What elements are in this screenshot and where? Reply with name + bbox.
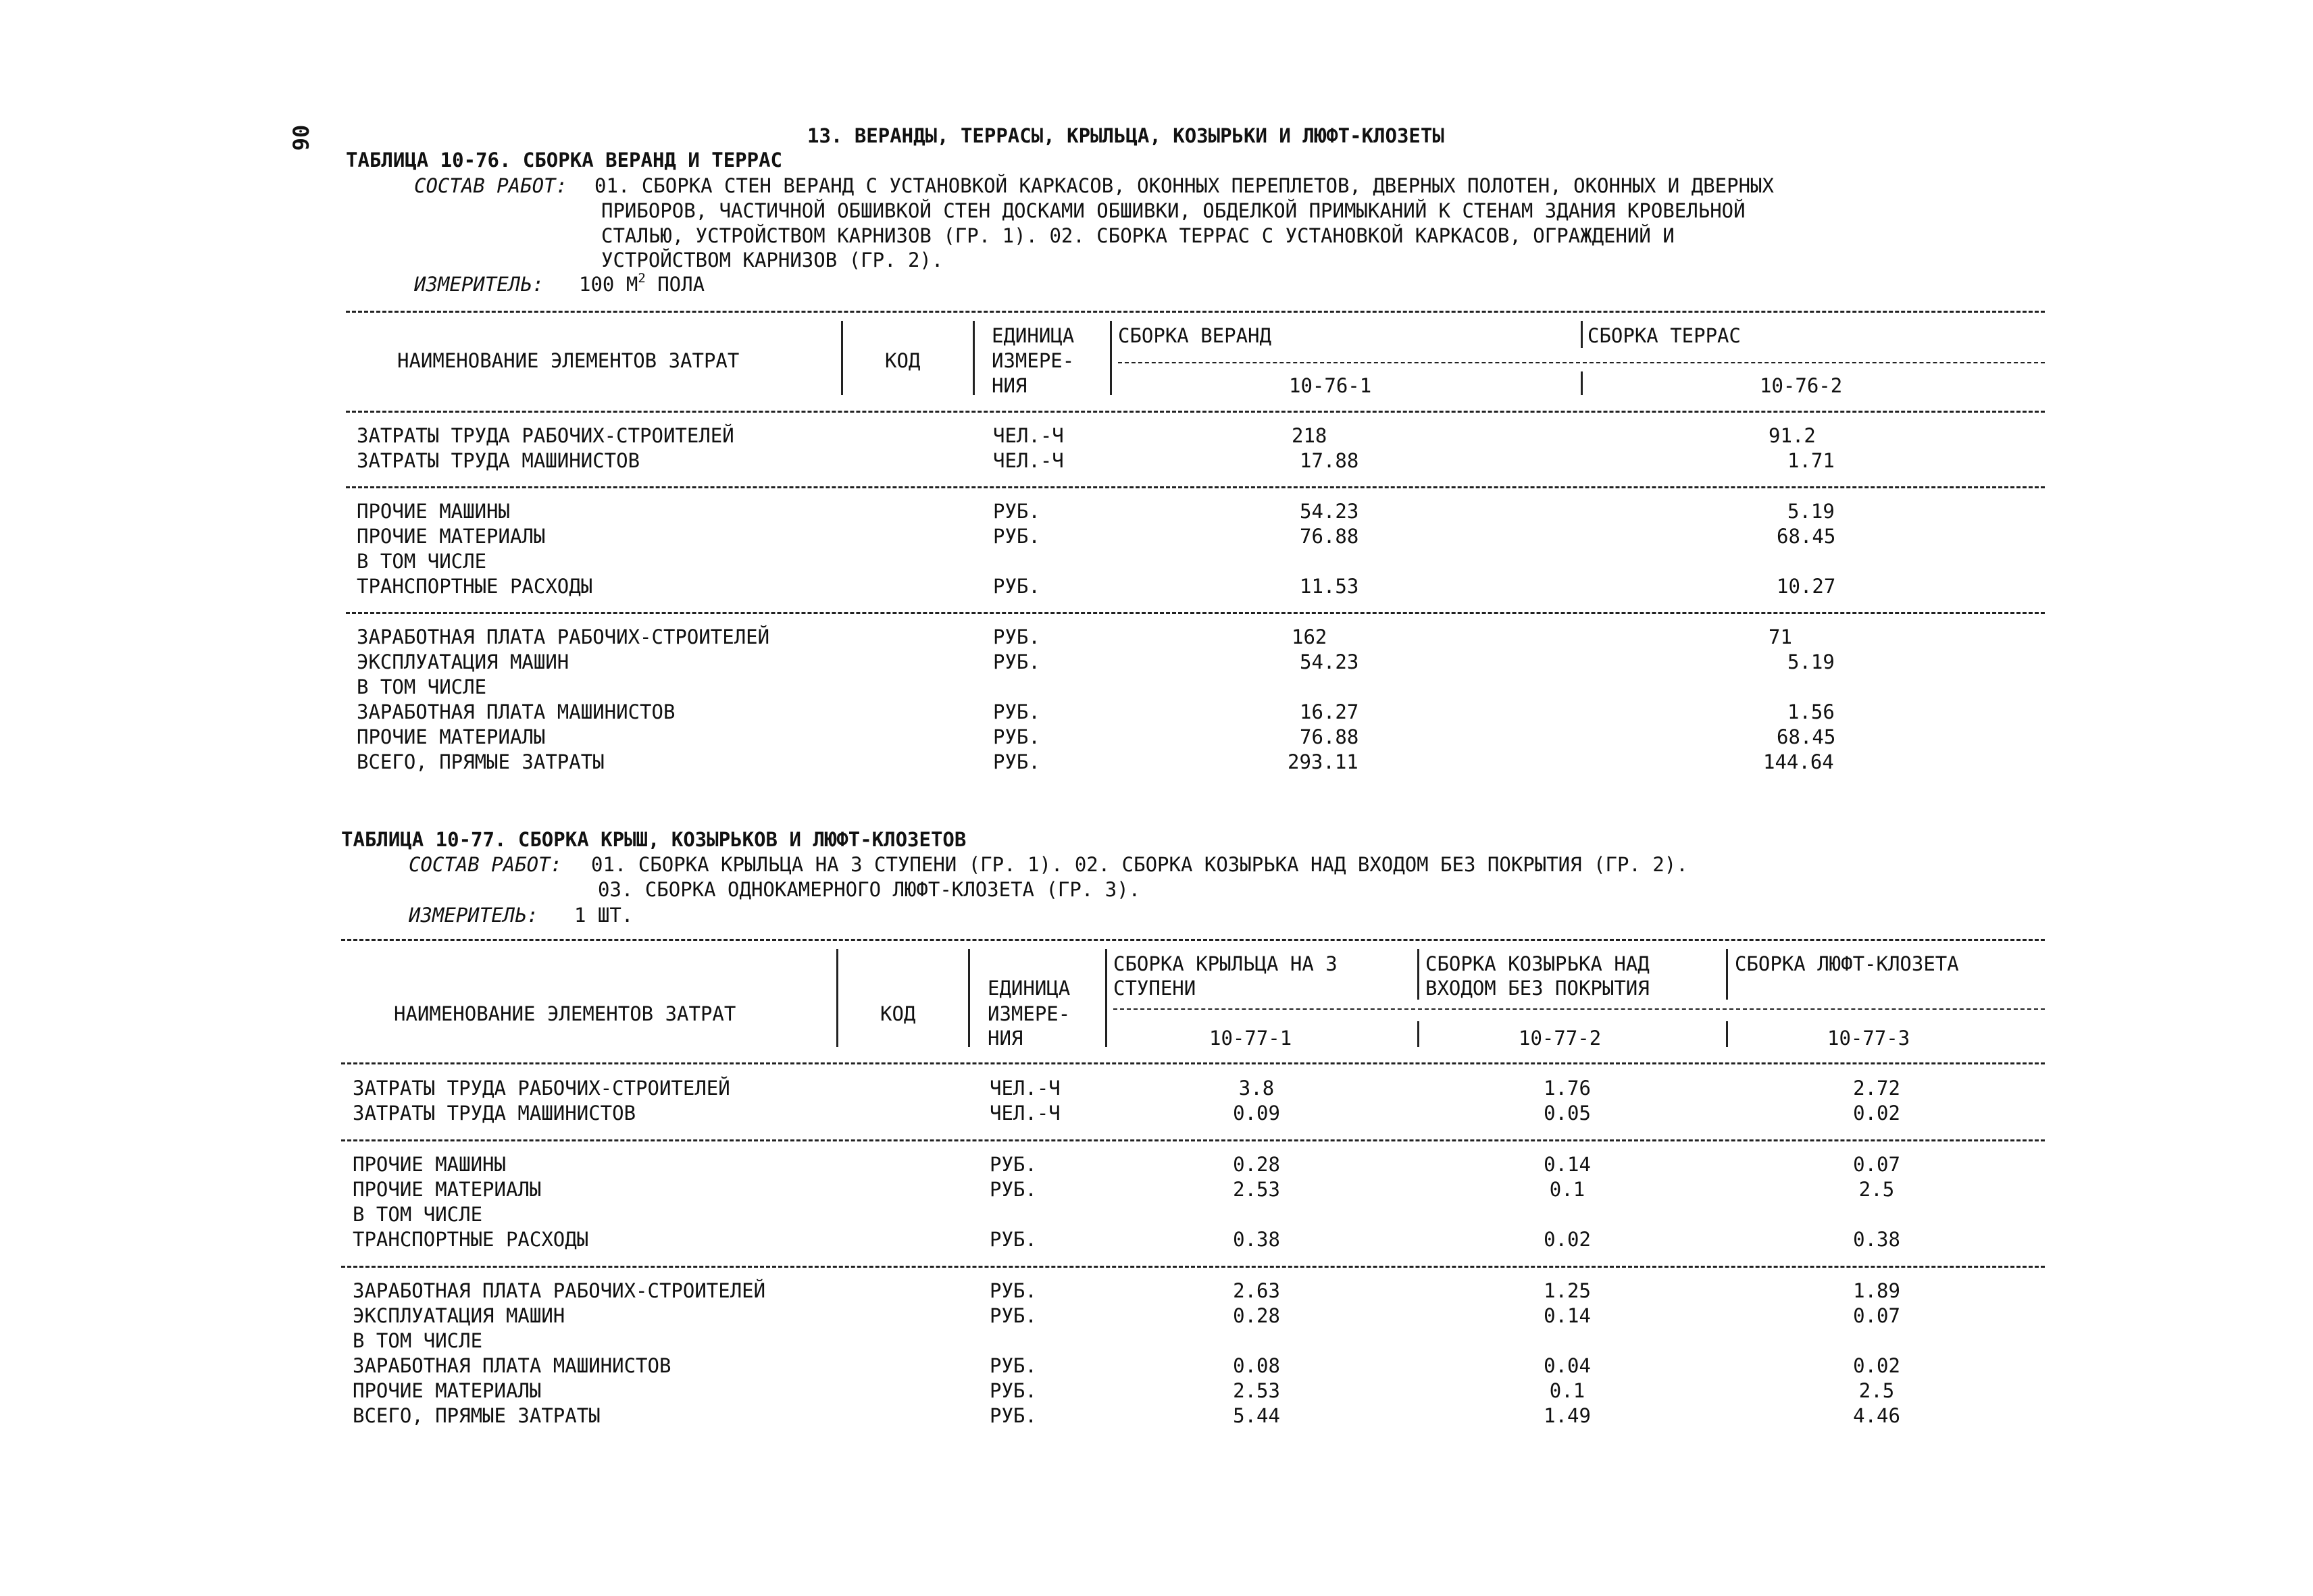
table-row-label: ТРАНСПОРТНЫЕ РАСХОДЫ (357, 575, 593, 598)
table-row-value: 0.38 (1233, 1228, 1280, 1251)
table-row-label: ПРОЧИЕ МАТЕРИАЛЫ (353, 1379, 542, 1402)
rule (341, 1266, 2045, 1268)
table-row-label: ТРАНСПОРТНЫЕ РАСХОДЫ (353, 1228, 589, 1251)
table-row-value: 144.64 (1763, 750, 1834, 773)
header-col2-code: 10-76-2 (1760, 374, 1843, 397)
table-row-value: 0.08 (1233, 1354, 1280, 1377)
table-row-label: ПРОЧИЕ МАТЕРИАЛЫ (357, 725, 546, 748)
table-row-value: 2.72 (1853, 1077, 1900, 1100)
table-row-label: ПРОЧИЕ МАТЕРИАЛЫ (353, 1178, 542, 1201)
table1-composition-line: ПРИБОРОВ, ЧАСТИЧНОЙ ОБШИВКОЙ СТЕН ДОСКАМИ ОБШИВКИ, ОБДЕЛКОЙ ПРИМЫКАНИЙ К СТЕНАМ ЗДАНИЯ КРОВЕЛЬНОЙ (601, 199, 1746, 222)
table2-measure-label: ИЗМЕРИТЕЛЬ: (409, 904, 539, 927)
table-row-value: 0.07 (1853, 1153, 1900, 1176)
table-row-value: 0.14 (1544, 1153, 1591, 1176)
table-row-label: В ТОМ ЧИСЛЕ (353, 1329, 483, 1352)
table-row-value: 1.25 (1544, 1279, 1591, 1302)
table-row-unit: ЧЕЛ.-Ч (993, 449, 1064, 472)
table-row-label: ВСЕГО, ПРЯМЫЕ ЗАТРАТЫ (353, 1404, 601, 1427)
table-row-value: 2.5 (1858, 1178, 1895, 1201)
table-row-label: ЗАТРАТЫ ТРУДА МАШИНИСТОВ (357, 449, 640, 472)
page-number: 06 (287, 124, 313, 151)
table-row-value: 71 (1769, 625, 1792, 648)
table-row-value: 0.38 (1853, 1228, 1900, 1251)
table-row-value: 2.63 (1233, 1279, 1280, 1302)
table-row-value: 76.88 (1300, 525, 1359, 548)
table-row-unit: РУБ. (990, 1354, 1037, 1377)
table-row-label: ЗАТРАТЫ ТРУДА МАШИНИСТОВ (353, 1102, 636, 1125)
col-separator (1581, 321, 1583, 348)
rule (346, 411, 2045, 413)
table-row-unit: ЧЕЛ.-Ч (990, 1102, 1061, 1125)
col-separator (1726, 1021, 1728, 1047)
header-col1-code: 10-76-1 (1289, 374, 1372, 397)
table-row-value: 0.05 (1544, 1102, 1591, 1125)
col-separator (973, 321, 975, 395)
table-row-label: ЗАРАБОТНАЯ ПЛАТА РАБОЧИХ-СТРОИТЕЛЕЙ (357, 625, 770, 648)
table2-composition-label: СОСТАВ РАБОТ: (409, 853, 562, 876)
table1-measure: 100 $М^2$ ПОЛА (579, 271, 705, 296)
rule (341, 1062, 2045, 1064)
table-row-value: 1.71 (1787, 449, 1835, 472)
table-row-value: 1.49 (1544, 1404, 1591, 1427)
table-row-value: 162 (1292, 625, 1327, 648)
col-separator (968, 949, 970, 1047)
table-row-value: 5.19 (1787, 650, 1835, 673)
table-row-unit: РУБ. (990, 1404, 1037, 1427)
header-unit: НИЯ (988, 1027, 1023, 1050)
table-row-value: 0.09 (1233, 1102, 1280, 1125)
table-row-unit: РУБ. (990, 1178, 1037, 1201)
table-row-label: ЗАТРАТЫ ТРУДА РАБОЧИХ-СТРОИТЕЛЕЙ (353, 1077, 730, 1100)
table-row-unit: РУБ. (993, 725, 1040, 748)
table-row-value: 17.88 (1300, 449, 1359, 472)
rule (346, 486, 2045, 488)
header-col3: СБОРКА ЛЮФТ-КЛОЗЕТА (1735, 952, 1959, 975)
table-row-label: ЭКСПЛУАТАЦИЯ МАШИН (357, 650, 569, 673)
header-name: НАИМЕНОВАНИЕ ЭЛЕМЕНТОВ ЗАТРАТ (397, 349, 740, 372)
col-separator (1417, 1021, 1419, 1047)
table-row-unit: РУБ. (993, 650, 1040, 673)
rule (1118, 362, 2045, 363)
table-row-unit: ЧЕЛ.-Ч (993, 424, 1064, 447)
table-row-value: 0.02 (1853, 1354, 1900, 1377)
table-row-value: 68.45 (1777, 525, 1836, 548)
header-col3-code: 10-77-3 (1827, 1027, 1910, 1050)
header-unit: ЕДИНИЦА (992, 324, 1075, 347)
header-col2: ВХОДОМ БЕЗ ПОКРЫТИЯ (1425, 977, 1650, 1000)
table-row-value: 5.44 (1233, 1404, 1280, 1427)
rule (346, 311, 2045, 313)
col-separator (841, 321, 843, 395)
table1-title: ТАБЛИЦА 10-76. СБОРКА ВЕРАНД И ТЕРРАС (346, 149, 783, 172)
table-row-unit: РУБ. (990, 1379, 1037, 1402)
table-row-value: 293.11 (1288, 750, 1358, 773)
rule (341, 1139, 2045, 1141)
header-unit: ИЗМЕРЕ- (992, 349, 1075, 372)
table-row-label: ПРОЧИЕ МАШИНЫ (353, 1153, 506, 1176)
table-row-value: 5.19 (1787, 500, 1835, 523)
table-row-value: 2.53 (1233, 1379, 1280, 1402)
header-code: КОД (880, 1002, 916, 1025)
table1-composition-line: 01. СБОРКА СТЕН ВЕРАНД С УСТАНОВКОЙ КАРКАСОВ, ОКОННЫХ ПЕРЕПЛЕТОВ, ДВЕРНЫХ ПОЛОТЕН, ОКОННЫХ И ДВЕРНЫХ (594, 174, 1774, 197)
table-row-value: 0.04 (1544, 1354, 1591, 1377)
col-separator (1726, 949, 1728, 1000)
table-row-unit: РУБ. (990, 1304, 1037, 1327)
table-row-value: 54.23 (1300, 500, 1359, 523)
header-col1: СТУПЕНИ (1113, 977, 1196, 1000)
table-row-value: 10.27 (1777, 575, 1836, 598)
table-row-value: 0.02 (1544, 1228, 1591, 1251)
table-row-value: 0.14 (1544, 1304, 1591, 1327)
header-name: НАИМЕНОВАНИЕ ЭЛЕМЕНТОВ ЗАТРАТ (394, 1002, 736, 1025)
table-row-label: В ТОМ ЧИСЛЕ (357, 675, 487, 698)
table-row-value: 54.23 (1300, 650, 1359, 673)
table-row-value: 4.46 (1853, 1404, 1900, 1427)
header-code: КОД (885, 349, 921, 372)
rule (341, 939, 2045, 941)
table-row-value: 0.28 (1233, 1304, 1280, 1327)
table2-composition-line: 03. СБОРКА ОДНОКАМЕРНОГО ЛЮФТ-КЛОЗЕТА (ГР. 3). (598, 878, 1141, 901)
table-row-label: В ТОМ ЧИСЛЕ (357, 550, 487, 573)
table-row-value: 1.76 (1544, 1077, 1591, 1100)
table-row-label: ЗАРАБОТНАЯ ПЛАТА МАШИНИСТОВ (357, 700, 676, 723)
table-row-value: 0.02 (1853, 1102, 1900, 1125)
header-col1-code: 10-77-1 (1209, 1027, 1292, 1050)
col-separator (1105, 949, 1107, 1047)
table-row-value: 218 (1292, 424, 1327, 447)
table-row-value: 91.2 (1769, 424, 1816, 447)
table-row-value: 0.1 (1549, 1379, 1585, 1402)
table-row-value: 16.27 (1300, 700, 1359, 723)
table1-composition-line: УСТРОЙСТВОМ КАРНИЗОВ (ГР. 2). (601, 249, 944, 272)
table2-title: ТАБЛИЦА 10-77. СБОРКА КРЫШ, КОЗЫРЬКОВ И ЛЮФТ-КЛОЗЕТОВ (341, 828, 967, 851)
table-row-value: 11.53 (1300, 575, 1359, 598)
table-row-value: 2.53 (1233, 1178, 1280, 1201)
table-row-unit: РУБ. (993, 750, 1040, 773)
table1-measure-label: ИЗМЕРИТЕЛЬ: (414, 273, 544, 296)
header-col1: СБОРКА ВЕРАНД (1118, 324, 1271, 347)
rule (1113, 1008, 2045, 1010)
header-col1: СБОРКА КРЫЛЬЦА НА 3 (1113, 952, 1338, 975)
header-col2-code: 10-77-2 (1519, 1027, 1602, 1050)
table-row-unit: РУБ. (993, 500, 1040, 523)
col-separator (1581, 371, 1583, 395)
table-row-label: ПРОЧИЕ МАШИНЫ (357, 500, 510, 523)
table-row-label: ЗАРАБОТНАЯ ПЛАТА МАШИНИСТОВ (353, 1354, 671, 1377)
table-row-value: 0.1 (1549, 1178, 1585, 1201)
col-separator (1110, 321, 1112, 395)
table-row-label: ВСЕГО, ПРЯМЫЕ ЗАТРАТЫ (357, 750, 605, 773)
table-row-label: ЗАТРАТЫ ТРУДА РАБОЧИХ-СТРОИТЕЛЕЙ (357, 424, 734, 447)
table-row-value: 0.07 (1853, 1304, 1900, 1327)
table1-composition-line: СТАЛЬЮ, УСТРОЙСТВОМ КАРНИЗОВ (ГР. 1). 02. СБОРКА ТЕРРАС С УСТАНОВКОЙ КАРКАСОВ, ОГРАЖДЕНИЙ И (601, 224, 1675, 247)
rule (346, 612, 2045, 614)
table-row-value: 68.45 (1777, 725, 1836, 748)
table-row-value: 76.88 (1300, 725, 1359, 748)
table-row-unit: РУБ. (990, 1153, 1037, 1176)
table-row-unit: РУБ. (990, 1279, 1037, 1302)
table-row-value: 3.8 (1238, 1077, 1275, 1100)
col-separator (836, 949, 838, 1047)
table-row-unit: РУБ. (993, 700, 1040, 723)
table-row-value: 0.28 (1233, 1153, 1280, 1176)
header-col2: СБОРКА ТЕРРАС (1587, 324, 1741, 347)
table-row-unit: РУБ. (993, 575, 1040, 598)
table1-composition-label: СОСТАВ РАБОТ: (414, 174, 567, 197)
section-title: 13. ВЕРАНДЫ, ТЕРРАСЫ, КРЫЛЬЦА, КОЗЫРЬКИ И ЛЮФТ-КЛОЗЕТЫ (807, 124, 1444, 147)
header-unit: НИЯ (992, 374, 1027, 397)
table-row-unit: ЧЕЛ.-Ч (990, 1077, 1061, 1100)
table-row-label: ЭКСПЛУАТАЦИЯ МАШИН (353, 1304, 565, 1327)
table-row-value: 2.5 (1858, 1379, 1895, 1402)
table2-measure: 1 ШТ. (574, 904, 634, 927)
table2-composition-line: 01. СБОРКА КРЫЛЬЦА НА 3 СТУПЕНИ (ГР. 1). 02. СБОРКА КОЗЫРЬКА НАД ВХОДОМ БЕЗ ПОКРЫТИЯ (ГР. 2). (591, 853, 1688, 876)
table-row-label: ЗАРАБОТНАЯ ПЛАТА РАБОЧИХ-СТРОИТЕЛЕЙ (353, 1279, 766, 1302)
table-row-label: ПРОЧИЕ МАТЕРИАЛЫ (357, 525, 546, 548)
table-row-value: 1.56 (1787, 700, 1835, 723)
table-row-label: В ТОМ ЧИСЛЕ (353, 1203, 483, 1226)
header-unit: ЕДИНИЦА (988, 977, 1071, 1000)
col-separator (1417, 949, 1419, 1000)
header-unit: ИЗМЕРЕ- (988, 1002, 1071, 1025)
header-col2: СБОРКА КОЗЫРЬКА НАД (1425, 952, 1650, 975)
table-row-unit: РУБ. (993, 625, 1040, 648)
table-row-unit: РУБ. (990, 1228, 1037, 1251)
table-row-value: 1.89 (1853, 1279, 1900, 1302)
table-row-unit: РУБ. (993, 525, 1040, 548)
